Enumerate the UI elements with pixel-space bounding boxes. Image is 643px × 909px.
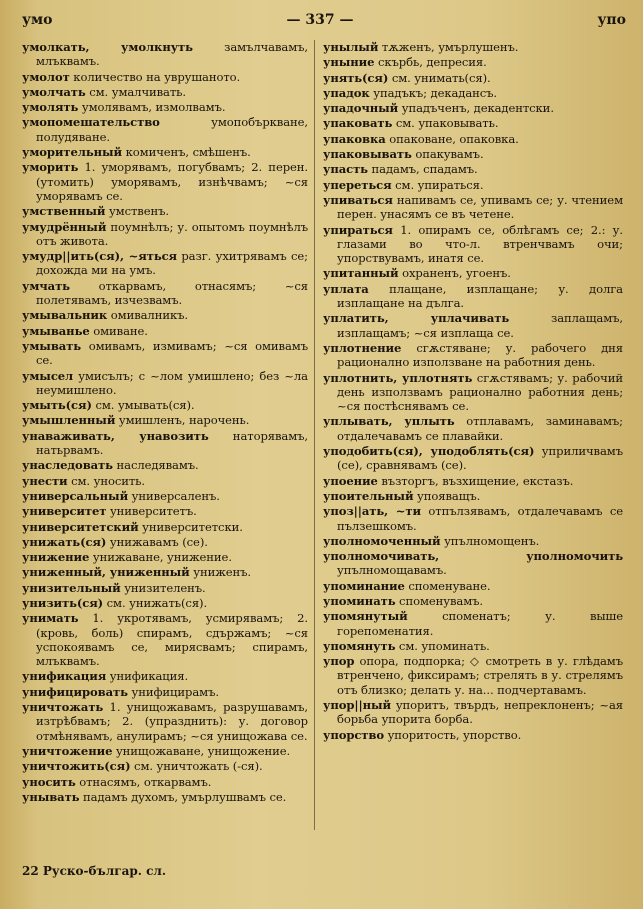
entry-definition: упълномощенъ.	[440, 533, 540, 548]
entry-definition: упоритость, упорство.	[383, 727, 522, 742]
entry-definition: споменувамъ.	[395, 593, 484, 608]
entry-definition: 1. опирамъ се, облѣгамъ се; 2.: у. глазами во что-л. втренчвамъ очи; упорствувамъ, инатя се.	[337, 222, 623, 266]
entry-definition: см. унижать(ся).	[103, 595, 208, 610]
entry-definition: см. уносить.	[67, 473, 145, 488]
entry-definition: възторгъ, възхищение, екстазъ.	[377, 473, 574, 488]
entry-headword: умысел	[22, 368, 74, 383]
entry-headword: умудрённый	[22, 219, 107, 234]
entry-headword: упаковка	[323, 131, 386, 146]
entry-definition: униженъ.	[189, 565, 252, 580]
entry-headword: умудр||ить(ся), ~яться	[22, 249, 178, 264]
dictionary-entry	[22, 145, 308, 159]
entry-definition: сгѫстяване; у. рабочего дня рационално използване на работния день.	[337, 340, 623, 370]
dictionary-entry	[22, 685, 308, 699]
entry-headword: уничтожение	[22, 743, 113, 758]
entry-headword: упор||ный	[323, 698, 391, 713]
dictionary-entry	[323, 266, 623, 280]
dictionary-entry	[323, 86, 623, 100]
dictionary-entry	[22, 249, 308, 278]
dictionary-entry	[22, 596, 308, 610]
dictionary-entry	[22, 398, 308, 412]
dictionary-entry	[22, 489, 308, 503]
entry-definition: отнасямъ, откарвамъ.	[75, 774, 212, 789]
entry-headword: умолот	[22, 69, 70, 84]
entry-definition: откарвамъ, отнасямъ; ~ся полетявамъ, изчезвамъ.	[36, 278, 308, 308]
dictionary-entry	[22, 40, 308, 69]
dictionary-entry	[323, 654, 623, 697]
dictionary-entry	[22, 220, 308, 249]
entry-headword: упоминать	[323, 593, 396, 608]
entry-definition: унификация.	[106, 669, 189, 684]
entry-headword: унывать	[22, 789, 80, 804]
dictionary-entry	[323, 639, 623, 653]
dictionary-entry	[22, 70, 308, 84]
entry-definition: отпълзявамъ, отдалечавамъ се пълзешкомъ.	[337, 504, 623, 533]
entry-headword: унаследовать	[22, 458, 113, 473]
entry-headword: уничтожать	[22, 700, 104, 715]
entry-headword: умчать	[22, 278, 70, 293]
dictionary-entry	[22, 535, 308, 549]
entry-headword: уморительный	[22, 145, 123, 160]
entry-headword: унести	[22, 473, 68, 488]
entry-headword: универсальный	[22, 488, 129, 503]
entry-definition: упояващъ.	[413, 488, 481, 503]
dictionary-entry	[22, 611, 308, 668]
dictionary-entry	[22, 458, 308, 472]
entry-headword: уплатить, уплачивать	[323, 311, 510, 326]
entry-headword: упомянутый	[323, 609, 408, 624]
entry-headword: уныние	[323, 55, 375, 70]
dictionary-entry	[323, 193, 623, 222]
entry-headword: унижение	[22, 550, 90, 565]
entry-definition: 1. укротявамъ, усмирявамъ; 2. (кровь, боль) спирамъ, сдържамъ; ~ся успокоявамъ се, мирясвамъ; спирамъ, млъквамъ.	[36, 611, 308, 669]
entry-headword: уплотнение	[323, 340, 402, 355]
dictionary-entry	[22, 160, 308, 203]
header-right-guideword: упо	[597, 12, 626, 28]
entry-definition: см. уничтожать (-ся).	[130, 759, 263, 774]
entry-headword: унимать	[22, 611, 79, 626]
dictionary-entry	[323, 71, 623, 85]
entry-headword: упоительный	[323, 488, 414, 503]
page-footer: 22 Руско-българ. сл.	[22, 864, 167, 878]
entry-headword: упитанный	[323, 266, 399, 281]
entry-definition: омиване.	[89, 323, 148, 338]
dictionary-entry	[22, 790, 308, 804]
entry-headword: уморить	[22, 160, 79, 175]
entry-definition: споменатъ; у. выше горепоменатия.	[337, 609, 623, 638]
dictionary-entry	[323, 178, 623, 192]
entry-headword: уносить	[22, 774, 76, 789]
entry-definition: упадъкъ; декадансъ.	[369, 85, 498, 100]
entry-definition: охраненъ, угоенъ.	[398, 266, 511, 281]
entry-headword: умственный	[22, 204, 106, 219]
entry-headword: умыть(ся)	[22, 398, 92, 413]
entry-headword: уплата	[323, 281, 369, 296]
entry-headword: упорство	[323, 727, 384, 742]
entry-headword: униженный, униженный	[22, 565, 190, 580]
entry-definition: унифицирамъ.	[127, 684, 219, 699]
entry-headword: унижать(ся)	[22, 534, 107, 549]
entry-headword: умыванье	[22, 323, 90, 338]
entry-headword: упадочный	[323, 101, 399, 116]
entry-definition: см. упоминать.	[395, 638, 490, 653]
entry-definition: количество на уврушаното.	[69, 69, 241, 84]
entry-definition: см. унимать(ся).	[388, 70, 491, 85]
entry-definition: падамъ, спадамъ.	[367, 162, 478, 177]
entry-definition: падамъ духомъ, умърлушвамъ се.	[79, 789, 287, 804]
entry-definition: плащане, изплащане; у. долга изплащане на дълга.	[337, 281, 623, 311]
entry-headword: умышленный	[22, 413, 116, 428]
entry-headword: уплывать, уплыть	[323, 414, 455, 429]
page-header	[10, 10, 630, 34]
dictionary-entry	[22, 775, 308, 789]
dictionary-entry	[22, 759, 308, 773]
dictionary-entry	[22, 308, 308, 322]
entry-definition: универсаленъ.	[128, 488, 220, 503]
entry-definition: тѫженъ, умърлушенъ.	[378, 40, 519, 54]
entry-definition: опакувамъ.	[411, 147, 484, 162]
entry-headword: унылый	[323, 40, 379, 54]
entry-definition: 1. уморявамъ, погубвамъ; 2. перен. (утомить) уморявамъ, изнѣчвамъ; ~ся уморявамъ се.	[36, 160, 308, 203]
entry-definition: унищожаване, унищожение.	[112, 743, 291, 758]
entry-headword: унять(ся)	[323, 70, 389, 85]
dictionary-entry	[323, 549, 623, 578]
entry-headword: упасть	[323, 162, 368, 177]
entry-definition: умолявамъ, измолвамъ.	[78, 100, 226, 115]
entry-definition: унизителенъ.	[120, 580, 206, 595]
entry-headword: упомянуть	[323, 638, 396, 653]
entry-headword: упаковывать	[323, 147, 412, 162]
entry-headword: уничтожить(ся)	[22, 759, 131, 774]
entry-headword: упадок	[323, 85, 370, 100]
entry-definition: см. умалчивать.	[85, 84, 186, 99]
dictionary-entry	[323, 162, 623, 176]
entry-headword: упоение	[323, 473, 378, 488]
entry-headword: умолкать, умолкнуть	[22, 40, 193, 54]
dictionary-entry	[323, 489, 623, 503]
dictionary-entry	[323, 282, 623, 311]
entry-definition: умственъ.	[105, 204, 169, 219]
dictionary-entry	[323, 579, 623, 593]
entry-definition: см. умывать(ся).	[91, 398, 195, 413]
dictionary-entry	[323, 341, 623, 370]
entry-definition: наторявамъ, натьрвамъ.	[36, 428, 308, 458]
entry-headword: упоз||ать, ~ти	[323, 504, 421, 519]
entry-headword: университетский	[22, 519, 139, 534]
dictionary-entry	[22, 565, 308, 579]
dictionary-entry	[22, 474, 308, 488]
entry-headword: упиваться	[323, 192, 393, 207]
entry-definition: разг. ухитрявамъ се; дохожда ми на умъ.	[36, 249, 308, 278]
entry-definition: умисълъ; с ~лом умишлено; без ~ла неумишлено.	[36, 368, 308, 397]
dictionary-entry	[22, 669, 308, 683]
dictionary-entry	[22, 115, 308, 144]
dictionary-entry	[22, 520, 308, 534]
entry-definition: уприличвамъ (се), сравнявамъ (се).	[337, 444, 623, 473]
entry-definition: университетъ.	[106, 504, 197, 519]
dictionary-entry	[22, 369, 308, 398]
dictionary-entry	[22, 413, 308, 427]
entry-definition: комиченъ, смѣшенъ.	[122, 145, 251, 160]
entry-definition: упълномощавамъ.	[337, 563, 447, 578]
entry-headword: умолять	[22, 100, 79, 115]
dictionary-entry	[323, 594, 623, 608]
dictionary-entry	[323, 728, 623, 742]
entry-definition: 1. унищожавамъ, разрушавамъ, изтрѣбвамъ; 2. (упразднить): у. договор отмѣнявамъ, анулирамъ; ~ся унищожава се.	[36, 700, 308, 743]
dictionary-entry	[22, 429, 308, 458]
dictionary-entry	[22, 550, 308, 564]
entry-headword: упор	[323, 654, 355, 669]
entry-definition: напивамъ се, упивамъ се; у. чтением перен. унасямъ се въ четене.	[337, 192, 623, 222]
dictionary-entry	[22, 504, 308, 518]
dictionary-entry	[323, 147, 623, 161]
dictionary-entry	[323, 414, 623, 443]
dictionary-entry	[323, 444, 623, 473]
entry-headword: уполномочивать, уполномочить	[323, 549, 623, 564]
dictionary-entry	[323, 40, 623, 54]
dictionary-entry	[22, 744, 308, 758]
entry-definition: см. упаковывать.	[392, 116, 499, 131]
entry-headword: унизительный	[22, 580, 121, 595]
dictionary-entry	[22, 581, 308, 595]
entry-definition: унижаване, унижение.	[89, 550, 232, 565]
entry-definition: заплащамъ, изплащамъ; ~ся изплаща се.	[337, 311, 623, 340]
column-divider	[314, 40, 315, 830]
entry-headword: унифицировать	[22, 684, 128, 699]
entry-headword: умывальник	[22, 308, 108, 323]
entry-headword: унификация	[22, 669, 107, 684]
page-number: — 337 —	[286, 12, 354, 28]
dictionary-entry	[22, 204, 308, 218]
entry-definition: опора, подпорка; ◇ смотреть в у. глѣдамъ втренчено, фиксирамъ; стрелять в у. стрелямъ отъ близко; делать у. на... подчертавамъ.	[337, 654, 623, 697]
entry-definition: сгѫстявамъ; у. рабочий день използвамъ рационално работния день; ~ся постѣснявамъ се.	[337, 370, 623, 414]
entry-headword: унаваживать, унавозить	[22, 428, 209, 443]
entry-headword: упоминание	[323, 578, 405, 593]
header-left-guideword: умо	[22, 12, 53, 28]
dictionary-entry	[323, 223, 623, 266]
entry-definition: отплавамъ, заминавамъ; отдалечавамъ се плавайки.	[337, 414, 623, 443]
dictionary-entry	[22, 85, 308, 99]
dictionary-entry	[323, 101, 623, 115]
entry-definition: опаковане, опаковка.	[385, 131, 519, 146]
dictionary-entry	[323, 132, 623, 146]
entry-headword: упираться	[323, 222, 393, 237]
dictionary-entry	[22, 700, 308, 743]
entry-definition: поумнѣлъ; у. опытомъ поумнѣлъ отъ живота.	[36, 219, 308, 248]
entry-definition: скърбь, депресия.	[374, 55, 487, 70]
entry-headword: умывать	[22, 338, 82, 353]
dictionary-entry	[323, 55, 623, 69]
entry-definition: университетски.	[138, 519, 243, 534]
dictionary-entry	[323, 504, 623, 533]
dictionary-entry	[323, 474, 623, 488]
entry-definition: умишленъ, нарочень.	[115, 413, 250, 428]
entry-definition: умопобъркване, полудяване.	[36, 115, 308, 144]
entry-definition: см. упираться.	[391, 177, 484, 192]
dictionary-entry	[22, 100, 308, 114]
entry-headword: университет	[22, 504, 107, 519]
entry-headword: умолчать	[22, 84, 86, 99]
dictionary-entry	[22, 279, 308, 308]
entry-definition: споменуване.	[404, 578, 491, 593]
entry-headword: уплотнить, уплотнять	[323, 370, 473, 385]
entry-headword: уподобить(ся), уподоблять(ся)	[323, 444, 535, 459]
entry-headword: умопомешательство	[22, 115, 160, 130]
entry-headword: упереться	[323, 177, 392, 192]
entry-definition: упоритъ, твърдъ, непреклоненъ; ~ая борьба упорита борба.	[337, 698, 623, 727]
right-column	[323, 40, 623, 870]
entry-definition: замълчавамъ, млъквамъ.	[36, 40, 308, 69]
entry-definition: омивамъ, измивамъ; ~ся омивамъ се.	[36, 338, 308, 368]
entry-definition: омивалникъ.	[107, 308, 188, 323]
left-column	[22, 40, 308, 870]
dictionary-entry	[323, 311, 623, 340]
entry-definition: наследявамъ.	[112, 458, 199, 473]
entry-headword: упаковать	[323, 116, 393, 131]
entry-definition: упадъченъ, декадентски.	[398, 101, 554, 116]
dictionary-entry	[22, 324, 308, 338]
entry-headword: уполномоченный	[323, 533, 441, 548]
dictionary-entry	[323, 534, 623, 548]
dictionary-entry	[323, 698, 623, 727]
entry-definition: унижавамъ (се).	[106, 534, 208, 549]
dictionary-entry	[323, 609, 623, 638]
dictionary-entry	[323, 116, 623, 130]
entry-headword: унизить(ся)	[22, 595, 104, 610]
dictionary-entry	[323, 371, 623, 414]
dictionary-entry	[22, 339, 308, 368]
